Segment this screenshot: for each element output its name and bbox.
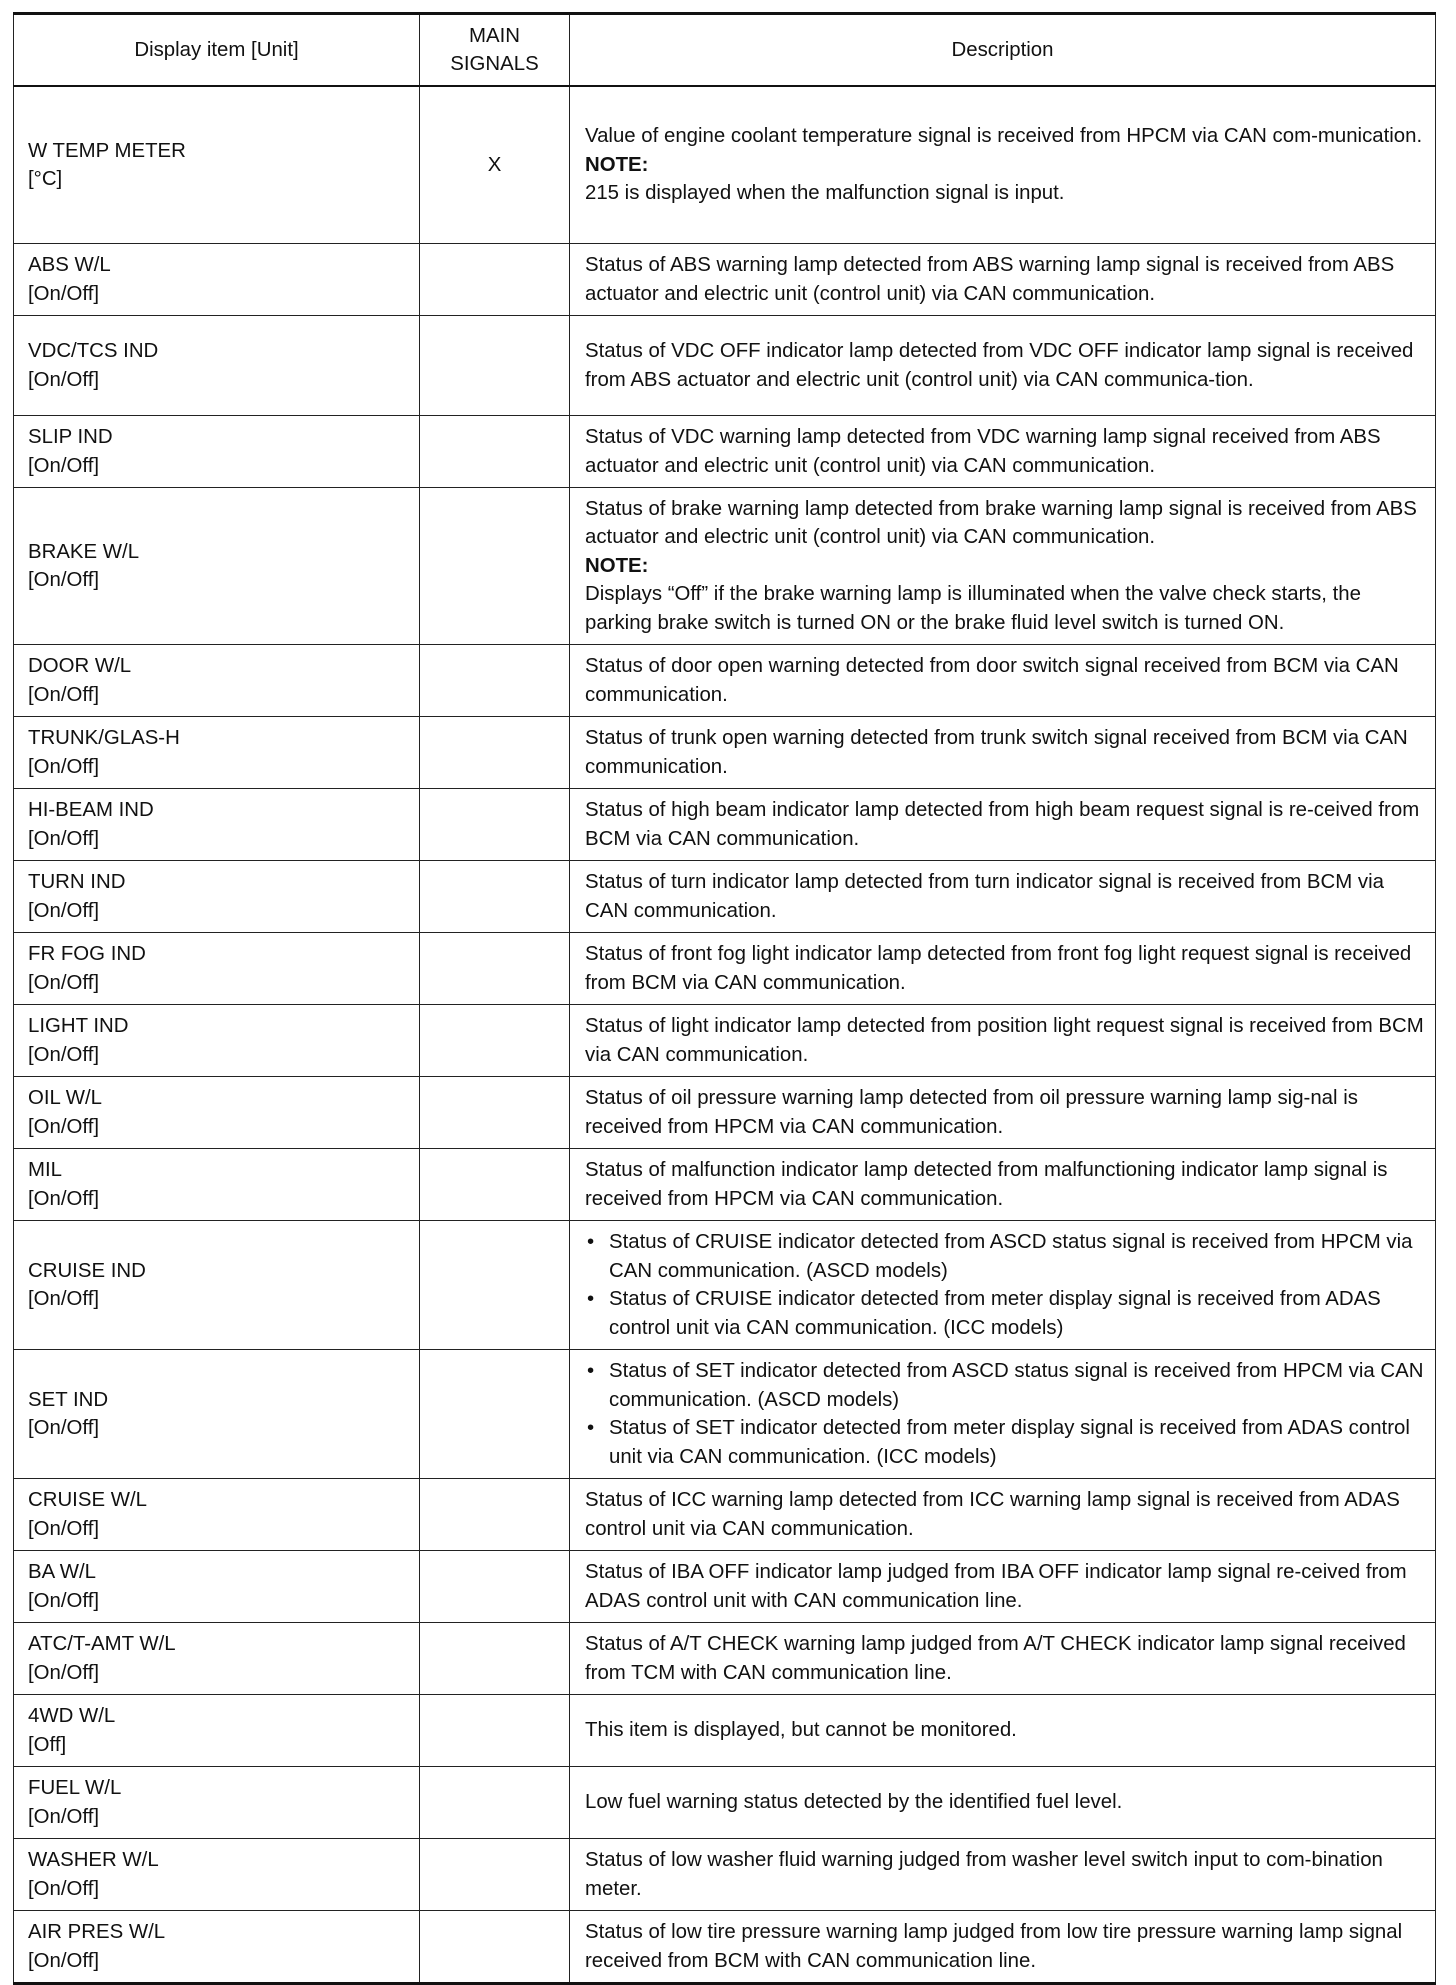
display-item-unit: [On/Off] (28, 899, 100, 922)
display-item-name: WASHER W/L (28, 1849, 159, 1871)
display-item-name: ABS W/L (28, 254, 111, 276)
description-text: Status of low tire pressure warning lamp judged from low tire pressure warning lamp signal received from BCM with CAN communication line. (585, 1921, 1403, 1972)
description-text: Status of IBA OFF indicator lamp judged from IBA OFF indicator lamp signal re-ceived from ADAS control unit with CAN communication line. (585, 1561, 1407, 1612)
main-signals-cell (420, 1479, 570, 1551)
display-item-cell (14, 1077, 420, 1149)
display-item-name: CRUISE W/L (28, 1489, 147, 1511)
main-signals-cell (420, 1623, 570, 1695)
display-item-cell (14, 1695, 420, 1767)
main-signals-cell (420, 1839, 570, 1911)
main-signals-cell (420, 933, 570, 1005)
description-text: Status of front fog light indicator lamp detected from front fog light request signal is received from BCM via CAN communication. (585, 943, 1412, 994)
main-signals-cell (420, 1005, 570, 1077)
description-text: Status of VDC OFF indicator lamp detected from VDC OFF indicator lamp signal is received from ABS actuator and electric unit (control unit) via CAN communica-tion. (585, 340, 1414, 391)
header-main-signals-line2: SIGNALS (450, 53, 539, 75)
display-item-cell (14, 1221, 420, 1350)
display-item-unit: [Off] (28, 1733, 67, 1756)
table-row (14, 933, 1436, 1005)
display-item-name: DOOR W/L (28, 655, 132, 677)
description-bullet: • Status of SET indicator detected from meter display signal is received from ADAS control unit via CAN communication. (ICC models) (585, 1414, 1425, 1471)
description-cell (570, 1767, 1436, 1839)
display-item-name: TURN IND (28, 871, 126, 893)
description-text: Status of ICC warning lamp detected from ICC warning lamp signal is received from ADAS control unit via CAN communication. (585, 1489, 1400, 1540)
description-cell (570, 488, 1436, 645)
display-item-name: W TEMP METER (28, 139, 186, 162)
display-item-cell (14, 1551, 420, 1623)
note-text: 215 is displayed when the malfunction signal is input. (585, 182, 1065, 205)
table-row (14, 1695, 1436, 1767)
note-text: Displays “Off” if the brake warning lamp is illuminated when the valve check starts, the parking brake switch is turned ON or the brake fluid level switch is turned ON. (585, 583, 1361, 634)
display-item-name: AIR PRES W/L (28, 1921, 166, 1943)
table-row (14, 1221, 1436, 1350)
table-row (14, 416, 1436, 488)
description-text: Low fuel warning status detected by the identified fuel level. (585, 1791, 1123, 1814)
display-item-cell (14, 933, 420, 1005)
display-item-name: FUEL W/L (28, 1777, 122, 1799)
header-display-item: Display item [Unit] (14, 14, 420, 87)
main-signals-cell (420, 1221, 570, 1350)
display-item-table-document (13, 12, 1435, 1985)
display-item-unit: [On/Off] (28, 282, 100, 305)
display-item-cell (14, 1350, 420, 1479)
main-signals-cell (420, 488, 570, 645)
table-row (14, 1005, 1436, 1077)
table-row (14, 861, 1436, 933)
description-text: Value of engine coolant temperature signal is received from HPCM via CAN com-munication. (585, 125, 1423, 148)
description-cell (570, 1221, 1436, 1350)
display-item-cell (14, 488, 420, 645)
description-cell (570, 717, 1436, 789)
display-item-name: 4WD W/L (28, 1705, 116, 1727)
description-cell (570, 1695, 1436, 1767)
display-item-unit: [On/Off] (28, 755, 100, 778)
main-signals-cell (420, 717, 570, 789)
table-row (14, 1350, 1436, 1479)
description-text: Status of high beam indicator lamp detected from high beam request signal is re-ceived from BCM via CAN communication. (585, 799, 1420, 850)
table-row (14, 717, 1436, 789)
main-signals-cell (420, 861, 570, 933)
description-cell (570, 1005, 1436, 1077)
display-item-name: TRUNK/GLAS-H (28, 727, 180, 749)
main-signals-cell (420, 1767, 570, 1839)
display-item-cell (14, 789, 420, 861)
display-item-cell (14, 1005, 420, 1077)
display-item-unit: [On/Off] (28, 1661, 100, 1684)
main-signals-cell (420, 1077, 570, 1149)
table-row (14, 1767, 1436, 1839)
description-text: Status of light indicator lamp detected from position light request signal is received from BCM via CAN communication. (585, 1015, 1424, 1066)
display-item-table (13, 12, 1436, 1985)
display-item-unit: [On/Off] (28, 1115, 100, 1138)
description-text: Status of malfunction indicator lamp detected from malfunctioning indicator lamp signal is received from HPCM via CAN communication. (585, 1159, 1388, 1210)
header-main-signals (420, 14, 570, 87)
description-cell (570, 1839, 1436, 1911)
display-item-name: VDC/TCS IND (28, 340, 159, 362)
display-item-cell (14, 416, 420, 488)
display-item-unit: [On/Off] (28, 827, 100, 850)
header-main-signals-line1: MAIN (469, 24, 520, 47)
display-item-cell (14, 86, 420, 244)
table-row (14, 1077, 1436, 1149)
display-item-name: LIGHT IND (28, 1015, 129, 1037)
table-row (14, 86, 1436, 244)
display-item-unit: [On/Off] (28, 1187, 100, 1210)
description-text: This item is displayed, but cannot be monitored. (585, 1719, 1017, 1742)
table-row (14, 645, 1436, 717)
table-row (14, 1479, 1436, 1551)
display-item-cell (14, 1149, 420, 1221)
table-row (14, 1551, 1436, 1623)
display-item-name: BA W/L (28, 1561, 96, 1583)
table-row (14, 1623, 1436, 1695)
description-text: Status of trunk open warning detected from trunk switch signal received from BCM via CAN communication. (585, 727, 1408, 778)
description-bullet: • Status of CRUISE indicator detected from ASCD status signal is received from HPCM via CAN communication. (ASCD models) (585, 1228, 1425, 1285)
description-text: Status of ABS warning lamp detected from ABS warning lamp signal is received from ABS actuator and electric unit (control unit) via CAN communication. (585, 254, 1395, 305)
display-item-cell (14, 1839, 420, 1911)
description-bullet-list (585, 1357, 1425, 1471)
description-cell (570, 861, 1436, 933)
description-cell (570, 789, 1436, 861)
display-item-name: FR FOG IND (28, 943, 146, 965)
description-text: Status of brake warning lamp detected from brake warning lamp signal is received from ABS actuator and electric unit (control unit) via CAN communication. (585, 497, 1417, 549)
display-item-name: HI-BEAM IND (28, 799, 154, 821)
display-item-cell (14, 244, 420, 316)
display-item-cell (14, 316, 420, 416)
note-label: NOTE: (585, 153, 649, 176)
main-signals-cell (420, 1695, 570, 1767)
display-item-name: SLIP IND (28, 426, 113, 448)
main-signals-cell (420, 316, 570, 416)
display-item-unit: [On/Off] (28, 1417, 100, 1439)
description-text: Status of VDC warning lamp detected from VDC warning lamp signal received from ABS actuator and electric unit (control unit) via CAN communication. (585, 426, 1381, 477)
description-bullet-list (585, 1228, 1425, 1342)
display-item-cell (14, 1911, 420, 1984)
display-item-unit: [On/Off] (28, 1288, 100, 1310)
main-signals-cell: X (420, 86, 570, 244)
table-row (14, 1149, 1436, 1221)
description-cell (570, 244, 1436, 316)
note-label: NOTE: (585, 554, 649, 577)
table-row (14, 316, 1436, 416)
main-signals-cell (420, 1551, 570, 1623)
description-cell (570, 86, 1436, 244)
display-item-unit: [On/Off] (28, 1043, 100, 1066)
display-item-cell (14, 1479, 420, 1551)
display-item-unit: [On/Off] (28, 1517, 100, 1540)
table-row (14, 244, 1436, 316)
description-text: Status of turn indicator lamp detected from turn indicator signal is received from BCM via CAN communication. (585, 871, 1384, 922)
main-signals-cell (420, 1350, 570, 1479)
display-item-unit: [On/Off] (28, 368, 100, 391)
display-item-unit: [On/Off] (28, 971, 100, 994)
display-item-cell (14, 1623, 420, 1695)
display-item-unit: [On/Off] (28, 683, 100, 706)
table-row (14, 1911, 1436, 1984)
main-signals-cell (420, 1911, 570, 1984)
description-cell (570, 1911, 1436, 1984)
description-cell (570, 316, 1436, 416)
description-cell (570, 1350, 1436, 1479)
display-item-unit: [On/Off] (28, 1949, 100, 1972)
display-item-cell (14, 861, 420, 933)
description-text: Status of oil pressure warning lamp detected from oil pressure warning lamp sig-nal is received from HPCM via CAN communication. (585, 1087, 1358, 1138)
description-cell (570, 1479, 1436, 1551)
header-description: Description (570, 14, 1436, 87)
description-cell (570, 1077, 1436, 1149)
description-cell (570, 1623, 1436, 1695)
main-signals-cell (420, 244, 570, 316)
description-text: Status of door open warning detected from door switch signal received from BCM via CAN communication. (585, 655, 1399, 706)
description-bullet: • Status of SET indicator detected from ASCD status signal is received from HPCM via CAN communication. (ASCD models) (585, 1357, 1425, 1414)
description-text: Status of low washer fluid warning judged from washer level switch input to com-bination meter. (585, 1849, 1383, 1900)
table-row (14, 488, 1436, 645)
display-item-unit: [On/Off] (28, 1877, 100, 1900)
display-item-cell (14, 717, 420, 789)
table-header-row (14, 14, 1436, 87)
display-item-name: BRAKE W/L (28, 540, 140, 563)
display-item-cell (14, 645, 420, 717)
display-item-name: SET IND (28, 1388, 109, 1411)
main-signals-cell (420, 416, 570, 488)
description-text: Status of A/T CHECK warning lamp judged from A/T CHECK indicator lamp signal received from TCM with CAN communication line. (585, 1633, 1406, 1684)
main-signals-cell (420, 1149, 570, 1221)
description-cell (570, 1551, 1436, 1623)
description-bullet: • Status of CRUISE indicator detected from meter display signal is received from ADAS control unit via CAN communication. (ICC models) (585, 1285, 1425, 1342)
display-item-cell (14, 1767, 420, 1839)
display-item-name: CRUISE IND (28, 1259, 146, 1282)
display-item-unit: [On/Off] (28, 1805, 100, 1828)
description-cell (570, 1149, 1436, 1221)
display-item-unit: [°C] (28, 168, 63, 190)
description-cell (570, 645, 1436, 717)
table-row (14, 789, 1436, 861)
display-item-name: ATC/T-AMT W/L (28, 1633, 176, 1655)
table-row (14, 1839, 1436, 1911)
display-item-name: OIL W/L (28, 1087, 103, 1109)
display-item-unit: [On/Off] (28, 1589, 100, 1612)
description-cell (570, 933, 1436, 1005)
main-signals-cell (420, 645, 570, 717)
display-item-name: MIL (28, 1159, 62, 1181)
display-item-unit: [On/Off] (28, 569, 100, 591)
main-signals-cell (420, 789, 570, 861)
display-item-unit: [On/Off] (28, 454, 100, 477)
description-cell (570, 416, 1436, 488)
